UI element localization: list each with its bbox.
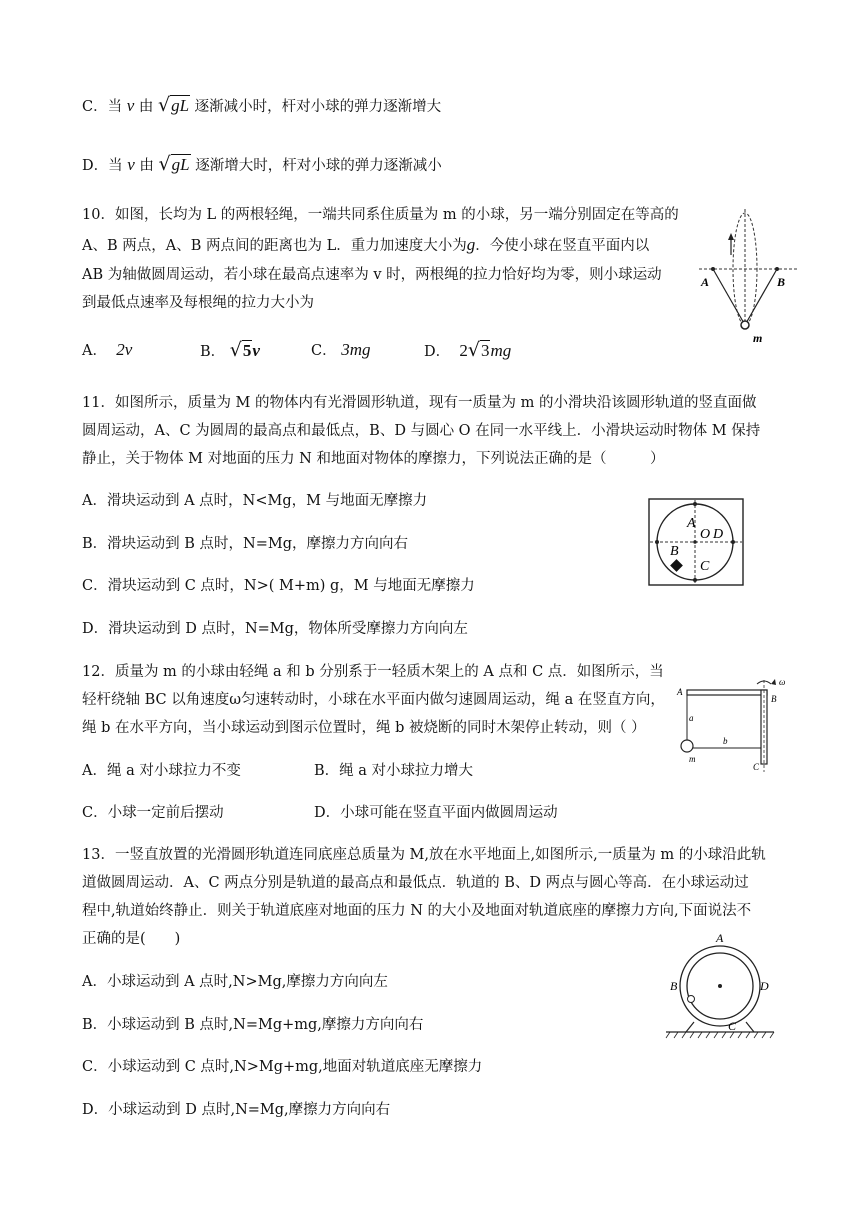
q10-stem-line-3: AB 为轴做圆周运动，若小球在最高点速率为 v 时，两根绳的拉力恰好均为零，则小球运动: [82, 267, 662, 283]
q11-fig-label-a: A: [687, 516, 696, 531]
q11-option-b: B．滑块运动到 B 点时，N=Mg，摩擦力方向向右: [82, 536, 408, 552]
q13-option-c: C．小球运动到 C 点时,N>Mg+mg,地面对轨道底座无摩擦力: [82, 1059, 483, 1075]
q13-figure: [664, 930, 784, 1040]
q11-option-c: C．滑块运动到 C 点时，N>( M+m) g，M 与地面无摩擦力: [82, 578, 475, 594]
q10-fig-label-a: A: [701, 275, 710, 289]
q13-fig-label-b: B: [670, 979, 678, 993]
q10-fig-label-m: m: [753, 331, 763, 345]
q11-stem-line-3: 静止，关于物体 M 对地面的压力 N 和地面对物体的摩擦力，下列说法正确的是（ ）: [82, 451, 665, 467]
q13-fig-label-a: A: [716, 931, 724, 945]
q12-fig-label-b: B: [771, 694, 777, 704]
q11-option-a: A．滑块运动到 A 点时，N<Mg，M 与地面无摩擦力: [82, 493, 428, 509]
q12-fig-label-a-point: A: [677, 687, 683, 697]
q10-option-c: C． 3mg: [311, 340, 371, 359]
q13-fig-label-c: C: [728, 1019, 737, 1033]
q12-option-d: D．小球可能在竖直平面内做圆周运动: [314, 805, 558, 821]
q10-stem-line-2: A、B 两点，A、B 两点间的距离也为 L．重力加速度大小为g．今使小球在竖直平面内以: [82, 235, 650, 254]
q12-figure: [675, 676, 795, 774]
q12-fig-label-c: C: [753, 762, 760, 772]
q12-fig-label-rope-b: b: [723, 736, 728, 746]
q10-option-d: D． 2√3mg: [424, 339, 512, 361]
q12-fig-label-m: m: [689, 754, 696, 764]
q12-fig-label-omega: ω: [779, 677, 786, 687]
q11-stem-line-2: 圆周运动，A、C 为圆周的最高点和最低点，B、D 与圆心 O 在同一水平线上．小滑块运动时物体 M 保持: [82, 423, 761, 439]
q11-fig-label-b: B: [670, 544, 679, 559]
q11-option-d: D．滑块运动到 D 点时，N=Mg，物体所受摩擦力方向向左: [82, 621, 468, 637]
q11-fig-label-c: C: [700, 559, 710, 574]
q11-stem-line-1: 11．如图所示，质量为 M 的物体内有光滑圆形轨道，现有一质量为 m 的小滑块沿该圆形轨道的竖直面做: [82, 395, 757, 411]
q10-stem-line-4: 到最低点速率及每根绳的拉力大小为: [82, 295, 314, 311]
q13-fig-label-d: D: [760, 979, 769, 993]
q13-stem-line-2: 道做圆周运动．A、C 两点分别是轨道的最高点和最低点．轨道的 B、D 两点与圆心等高．在小球运动过: [82, 875, 749, 891]
q10-option-a: A． 2v: [82, 340, 133, 359]
q9-option-d: D．当 v 由 √gL 逐渐增大时，杆对小球的弹力逐渐减小: [82, 153, 442, 175]
q13-option-a: A．小球运动到 A 点时,N>Mg,摩擦力方向向左: [82, 974, 388, 990]
q12-option-b: B．绳 a 对小球拉力增大: [314, 763, 474, 779]
q10-option-b: B． √5v: [200, 339, 260, 361]
q13-stem-line-4: 正确的是( ): [82, 931, 181, 947]
q13-option-b: B．小球运动到 B 点时,N=Mg+mg,摩擦力方向向右: [82, 1017, 424, 1033]
q12-option-c: C．小球一定前后摆动: [82, 805, 224, 821]
q9-option-c: C．当 v 由 √gL 逐渐减小时，杆对小球的弹力逐渐增大: [82, 94, 442, 116]
q12-stem-line-3: 绳 b 在水平方向，当小球运动到图示位置时，绳 b 被烧断的同时木架停止转动，则（ ）: [82, 720, 646, 736]
q11-fig-label-o: O: [700, 527, 711, 542]
q11-figure: [648, 498, 744, 588]
q13-stem-line-1: 13．一竖直放置的光滑圆形轨道连同底座总质量为 M,放在水平地面上,如图所示,一质量为 m 的小球沿此轨: [82, 847, 766, 863]
q12-stem-line-2: 轻杆绕轴 BC 以角速度ω匀速转动时，小球在水平面内做匀速圆周运动，绳 a 在竖直方向，: [82, 692, 665, 708]
q12-stem-line-1: 12．质量为 m 的小球由轻绳 a 和 b 分别系于一轻质木架上的 A 点和 C 点．如图所示，当: [82, 664, 664, 680]
q11-fig-label-d: D: [713, 527, 724, 542]
q13-option-d: D．小球运动到 D 点时,N=Mg,摩擦力方向向右: [82, 1102, 391, 1118]
q10-stem-line-1: 10．如图，长均为 L 的两根轻绳，一端共同系住质量为 m 的小球，另一端分别固定在等高的: [82, 207, 679, 223]
q12-option-a: A．绳 a 对小球拉力不变: [82, 763, 241, 779]
q13-stem-line-3: 程中,轨道始终静止．则关于轨道底座对地面的压力 N 的大小及地面对轨道底座的摩擦力方向,下面说法不: [82, 903, 752, 919]
q12-fig-label-rope-a: a: [689, 713, 694, 723]
q10-fig-label-b: B: [777, 275, 786, 289]
q10-figure: [695, 205, 805, 345]
